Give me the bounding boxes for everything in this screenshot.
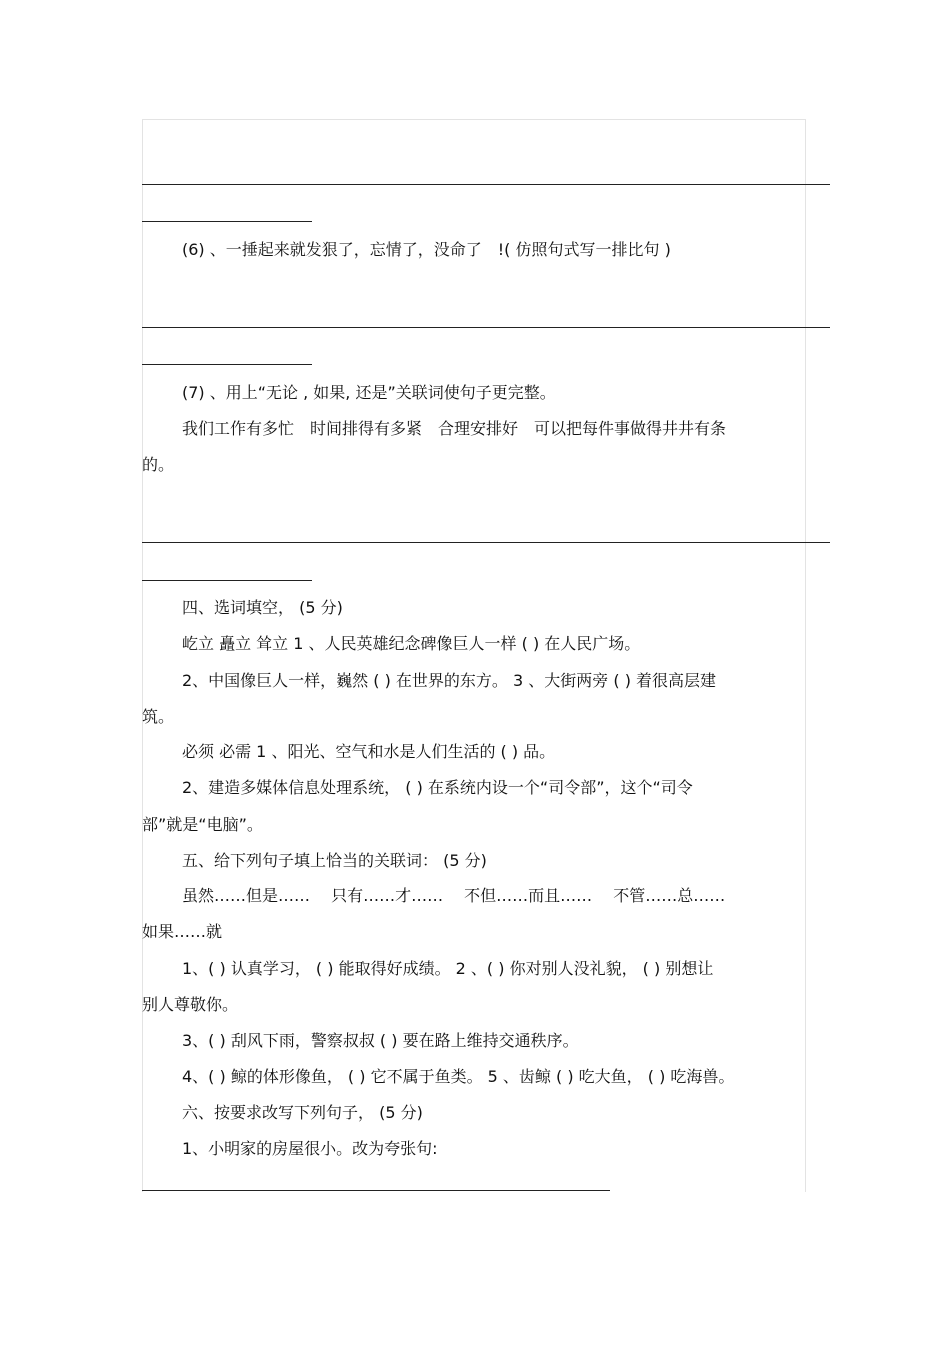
section-5-line: 3、( ) 刮风下雨，警察叔叔 ( ) 要在路上维持交通秩序。	[182, 1031, 579, 1050]
section-5-line: 别人尊敬你。	[142, 995, 239, 1014]
section-5-line: 1、( ) 认真学习， ( ) 能取得好成绩。 2 、( ) 你对别人没礼貌， ( ) 别想让	[182, 959, 714, 978]
question-7: (7) 、用上“无论 , 如果, 还是”关联词使句子更完整。	[182, 383, 556, 402]
section-6-title: 六、按要求改写下列句子， (5 分)	[182, 1103, 423, 1122]
answer-line	[142, 184, 830, 185]
section-4-line: 屹立 矗立 耸立 1 、人民英雄纪念碑像巨人一样 ( ) 在人民广场。	[182, 634, 641, 653]
section-4-line: 必须 必需 1 、阳光、空气和水是人们生活的 ( ) 品。	[182, 742, 556, 761]
section-4-line: 2、中国像巨人一样，巍然 ( ) 在世界的东方。 3 、大街两旁 ( ) 着很高层建	[182, 671, 717, 690]
section-5-title: 五、给下列句子填上恰当的关联词： (5 分)	[182, 851, 487, 870]
question-6: (6) 、一捶起来就发狠了，忘情了，没命了 !( 仿照句式写一排比句 )	[182, 240, 671, 259]
question-7-sentence-end: 的。	[142, 455, 175, 474]
answer-line	[142, 542, 830, 543]
section-5-word-list: 虽然……但是…… 只有……才…… 不但……而且…… 不管……总……	[182, 886, 726, 905]
answer-line-short	[142, 221, 312, 222]
section-4-line: 2、建造多媒体信息处理系统， ( ) 在系统内设一个“司令部”，这个“司令	[182, 778, 693, 797]
section-6-line: 1、小明家的房屋很小。改为夸张句:	[182, 1139, 438, 1158]
answer-line	[142, 1190, 610, 1191]
answer-line-short	[142, 580, 312, 581]
question-7-sentence: 我们工作有多忙 时间排得有多紧 合理安排好 可以把每件事做得井井有条	[182, 419, 727, 438]
answer-line	[142, 327, 830, 328]
section-5-line: 4、( ) 鲸的体形像鱼， ( ) 它不属于鱼类。 5 、齿鲸 ( ) 吃大鱼， ( ) 吃海兽。	[182, 1067, 735, 1086]
section-4-title: 四、选词填空， (5 分)	[182, 598, 343, 617]
answer-line-short	[142, 364, 312, 365]
section-5-word-list: 如果……就	[142, 922, 223, 941]
section-4-line: 部”就是“电脑”。	[142, 815, 263, 834]
section-4-line: 筑。	[142, 707, 175, 726]
